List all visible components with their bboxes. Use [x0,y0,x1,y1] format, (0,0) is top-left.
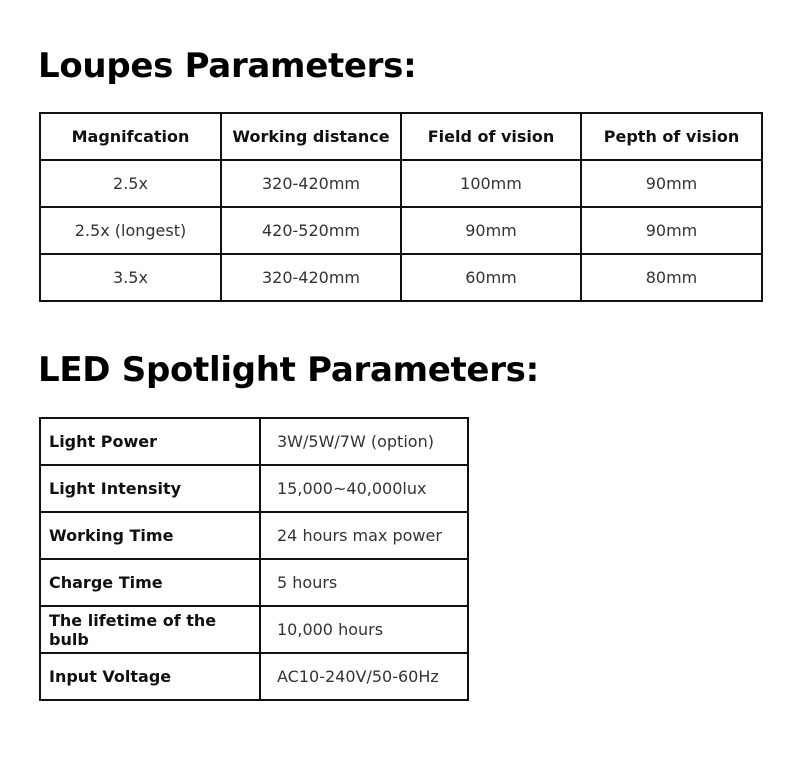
table-row [40,254,762,301]
param-value: 5 hours [260,559,468,606]
cell-magnification: 2.5x (longest) [40,207,221,254]
param-value: AC10-240V/50-60Hz [260,653,468,700]
param-label: Light Power [40,418,260,465]
table-row [40,606,468,653]
header-magnification: Magnifcation [40,113,221,160]
cell-depth-of-vision: 90mm [581,160,762,207]
param-value: 10,000 hours [260,606,468,653]
cell-working-distance: 420-520mm [221,207,401,254]
table-row [40,418,468,465]
loupes-parameters-heading: Loupes Parameters: [38,46,417,86]
param-value: 15,000~40,000lux [260,465,468,512]
cell-magnification: 2.5x [40,160,221,207]
led-spotlight-parameters-table [39,417,469,701]
param-value: 24 hours max power [260,512,468,559]
cell-field-of-vision: 100mm [401,160,581,207]
param-label: Charge Time [40,559,260,606]
param-value: 3W/5W/7W (option) [260,418,468,465]
cell-field-of-vision: 60mm [401,254,581,301]
table-row [40,512,468,559]
cell-working-distance: 320-420mm [221,254,401,301]
header-depth-of-vision: Pepth of vision [581,113,762,160]
param-label: Light Intensity [40,465,260,512]
header-working-distance: Working distance [221,113,401,160]
table-row [40,207,762,254]
header-field-of-vision: Field of vision [401,113,581,160]
table-row [40,559,468,606]
loupes-parameters-table [39,112,763,302]
table-row [40,653,468,700]
cell-working-distance: 320-420mm [221,160,401,207]
param-label: Input Voltage [40,653,260,700]
led-spotlight-parameters-heading: LED Spotlight Parameters: [38,350,539,390]
param-label: The lifetime of the bulb [40,606,260,653]
table-row [40,465,468,512]
cell-magnification: 3.5x [40,254,221,301]
cell-depth-of-vision: 90mm [581,207,762,254]
cell-field-of-vision: 90mm [401,207,581,254]
table-header-row [40,113,762,160]
param-label: Working Time [40,512,260,559]
table-row [40,160,762,207]
cell-depth-of-vision: 80mm [581,254,762,301]
